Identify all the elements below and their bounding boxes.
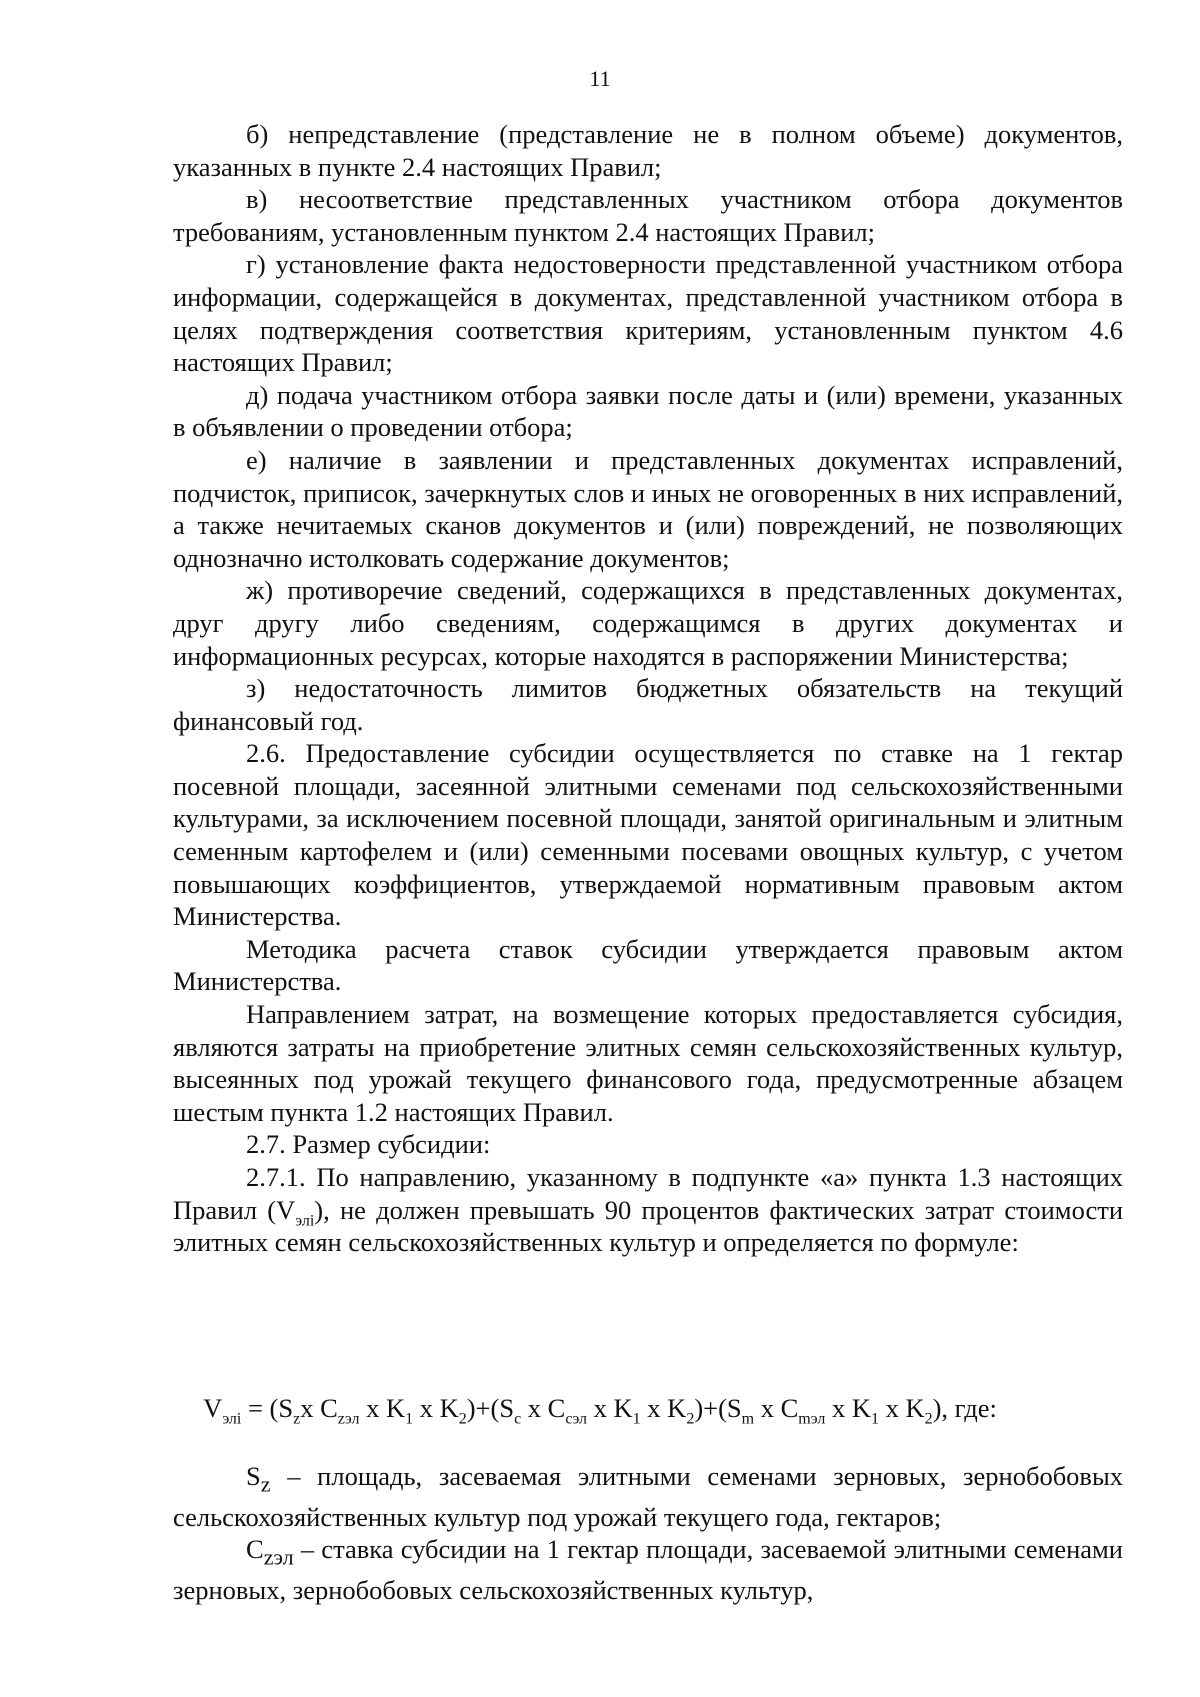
paragraph-z: з) недостаточность лимитов бюджетных обязательств на текущий финансовый год. (173, 673, 1123, 736)
formula-part: x K (640, 1393, 687, 1423)
paragraph-2-6: 2.6. Предоставление субсидии осуществляется по ставке на 1 гектар посевной площади, засеянной элитными семенами под сельскохозяйственными культурами, за исключением посевной площади, занятой оригинальным и элитным семенным картофелем и (или) семенными посевами овощных культур, с учетом повышающих коэффициентов, утверждаемой нормативным правовым актом Министерства. (173, 738, 1123, 932)
formula-sub: 2 (458, 1410, 467, 1428)
formula-sub: 1 (405, 1410, 414, 1428)
formula-sub: cэл (565, 1410, 588, 1428)
formula-part: x C (300, 1393, 338, 1423)
formula-sub: элi (222, 1410, 242, 1428)
paragraph-2-7-1 (173, 1161, 1123, 1259)
definition-czel (173, 1533, 1123, 1606)
formula-sub: zэл (337, 1410, 360, 1428)
paragraph-cost-direction: Направлением затрат, на возмещение которых предоставляется субсидия, являются затраты на приобретение элитных семян сельскохозяйственных культур, высеянных под урожай текущего финансового года, предусмотренные абзацем шестым пункта 1.2 настоящих Правил. (173, 999, 1123, 1127)
definition-symbol: C (246, 1534, 264, 1565)
formula-sub: 2 (686, 1410, 695, 1428)
formula (0, 1393, 1200, 1428)
page-number: 11 (589, 66, 611, 91)
paragraph-b: б) непредставление (представление не в полном объеме) документов, указанных в пункте 2.4 настоящих Правил; (173, 119, 1123, 182)
definition-text: – площадь, засеваемая элитными семенами зерновых, зернобобовых сельскохозяйственных культур под урожай текущего года, гектаров; (173, 1461, 1123, 1532)
formula-sub: m (741, 1410, 755, 1428)
formula-part: x K (878, 1393, 925, 1423)
formula-sub: mэл (798, 1410, 826, 1428)
formula-part: )+(S (694, 1393, 742, 1423)
document-body (173, 118, 1123, 1259)
formula-part: x C (754, 1393, 799, 1423)
paragraph-v: в) несоответствие представленных участником отбора документов требованиям, установленным пунктом 2.4 настоящих Правил; (173, 184, 1123, 247)
formula-part: x C (521, 1393, 566, 1423)
formula-sub: 1 (632, 1410, 641, 1428)
paragraph-methodology: Методика расчета ставок субсидии утверждается правовым актом Министерства. (173, 933, 1123, 997)
paragraph-e: е) наличие в заявлении и представленных документах исправлений, подчисток, приписок, зачеркнутых слов и иных не оговоренных в них исправлений, а также нечитаемых сканов документов и (или) повреждений, не позволяющих однозначно истолковать содержание документов; (173, 444, 1123, 573)
text-segment: 2.7.1. По направлению, указанному в подпункте «а» пункта 1.3 настоящих Правил (V (173, 1162, 1123, 1225)
paragraph-2-7: 2.7. Размер субсидии: (246, 1129, 491, 1160)
text-segment: ), не должен превышать 90 процентов фактических затрат стоимости элитных семян сельскохозяйственных культур и определяется по формуле: (173, 1194, 1124, 1258)
formula-part: x K (413, 1393, 459, 1423)
paragraph-zh: ж) противоречие сведений, содержащихся в представленных документах, друг другу либо сведениям, содержащимся в других документах и информационных ресурсах, которые находятся в распоряжении Министерства; (173, 575, 1123, 671)
subscript: элi (295, 1211, 315, 1229)
formula-part: x K (359, 1393, 406, 1423)
formula-part: x K (825, 1393, 871, 1423)
formula-part: x K (587, 1393, 633, 1423)
formula-part: )+(S (466, 1393, 515, 1423)
formula-sub: z (293, 1410, 301, 1428)
formula-part: V (203, 1393, 223, 1423)
paragraph-g: г) установление факта недостоверности представленной участником отбора информации, содержащейся в документах, представленной участником отбора в целях подтверждения соответствия критериям, установленным пунктом 4.6 настоящих Правил; (173, 249, 1123, 378)
definition-sub: z (260, 1471, 271, 1497)
paragraph-d: д) подача участником отбора заявки после даты и (или) времени, указанных в объявлении о проведении отбора; (173, 379, 1123, 443)
formula-part: = (S (241, 1393, 294, 1423)
formula-sub: 1 (870, 1410, 879, 1428)
definition-sz (173, 1460, 1123, 1533)
definitions (173, 1460, 1123, 1607)
definition-text: – ставка субсидии на 1 гектар площади, засеваемой элитными семенами зерновых, зернобобовых сельскохозяйственных культур, (173, 1534, 1123, 1606)
formula-part: ), где: (932, 1393, 997, 1423)
formula-sub: c (514, 1410, 522, 1428)
definition-symbol: S (246, 1461, 261, 1491)
formula-sub: 2 (924, 1410, 933, 1428)
definition-sub: zэл (263, 1544, 294, 1570)
